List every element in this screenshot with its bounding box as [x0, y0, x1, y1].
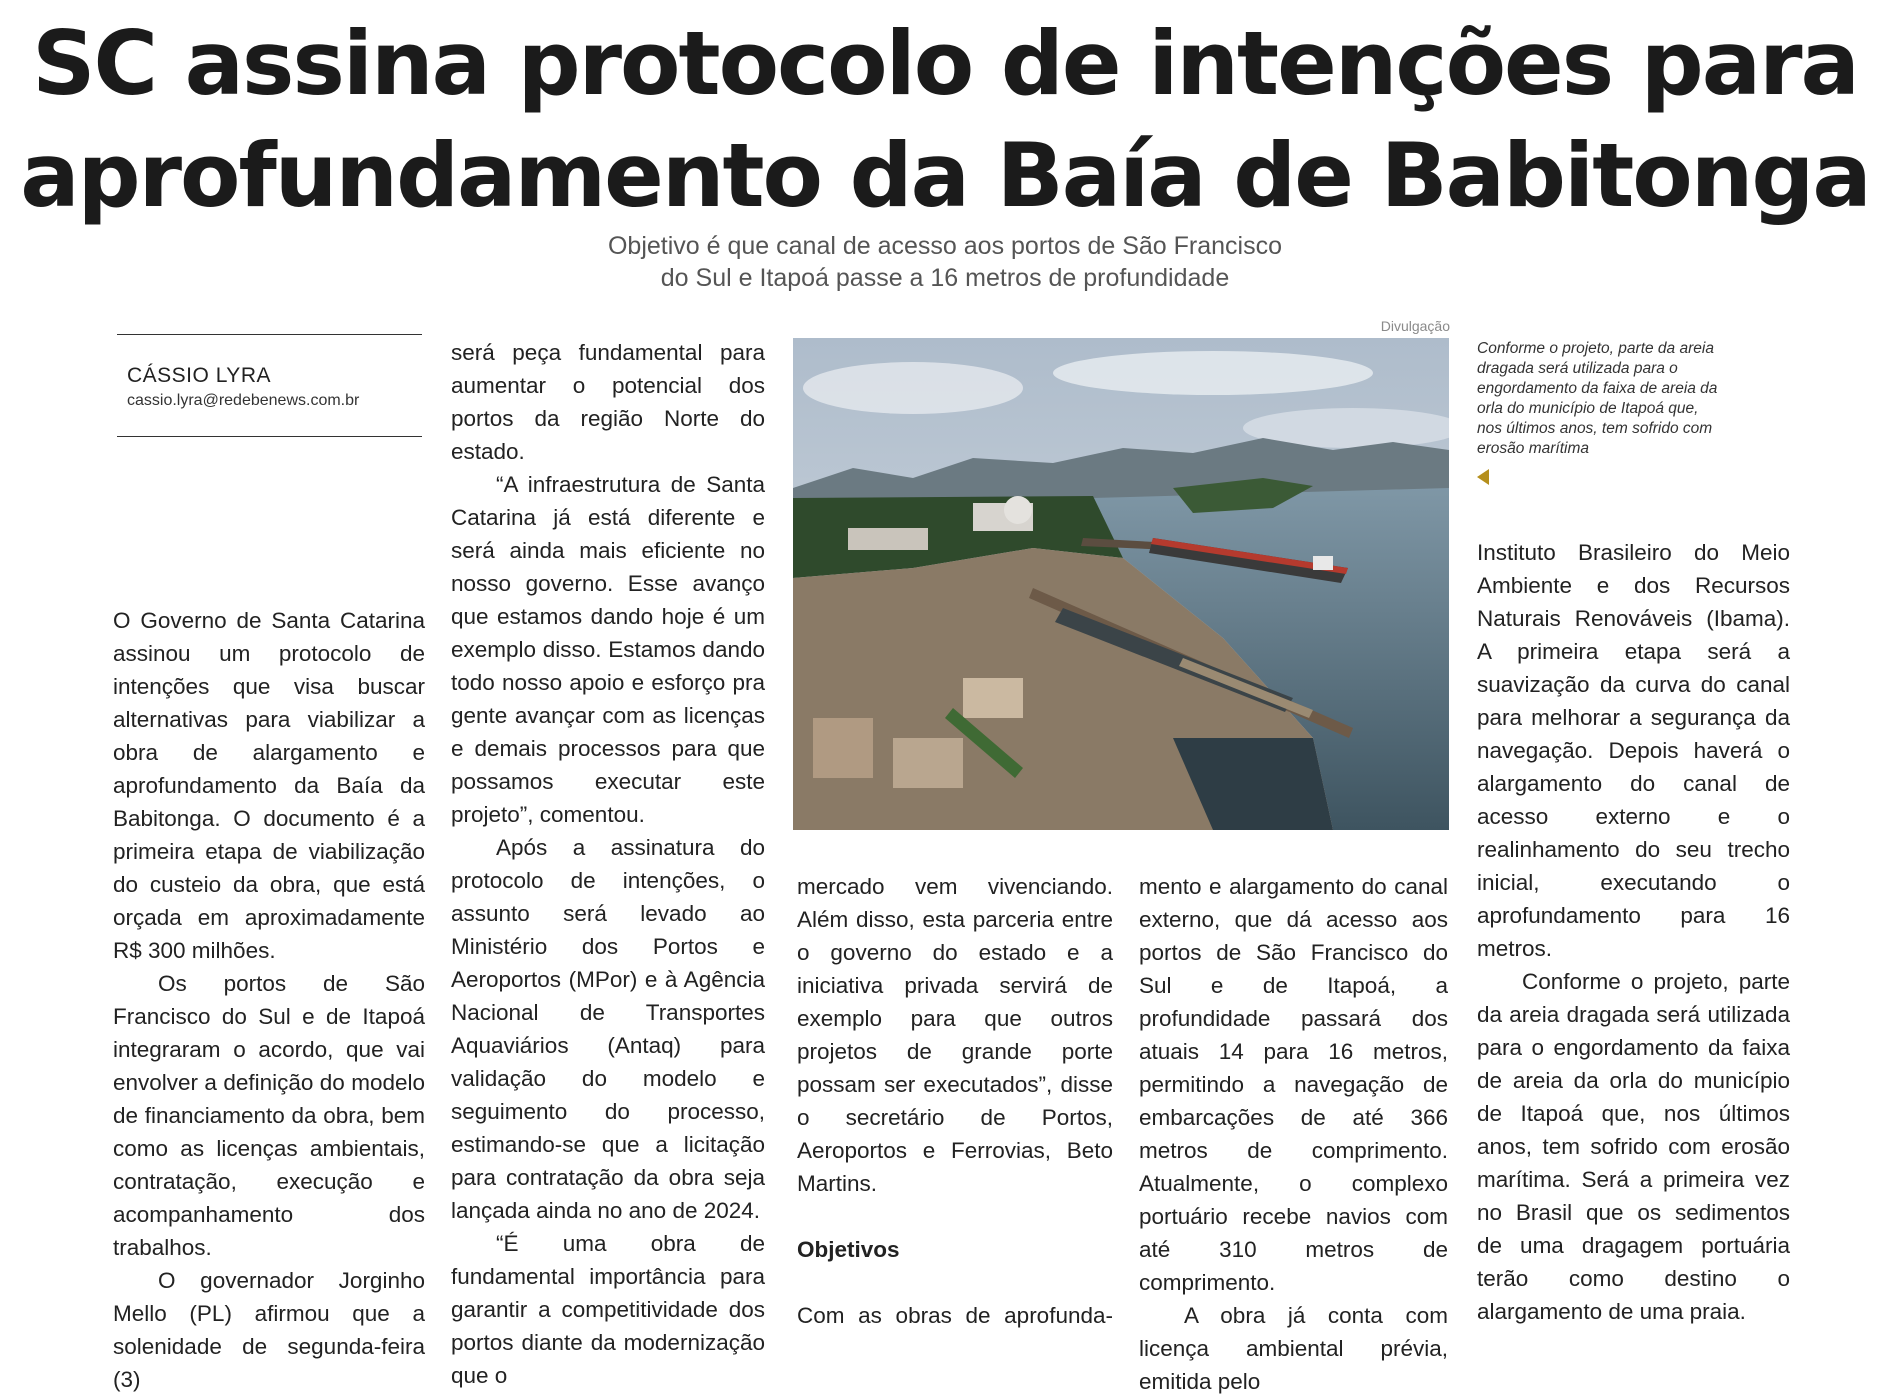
photo-caption: Conforme o projeto, parte da areia dragada será utilizada para o engordamento da faixa de areia da orla do município de Itapoá que, nos últimos anos, tem sofrido com erosão marítima — [1477, 340, 1718, 457]
author-top-rule — [117, 334, 422, 335]
paragraph: Conforme o projeto, parte da areia dragada será utilizada para o engordamento da faixa de areia da orla do município de Itapoá que, nos últimos anos, tem sofrido com erosão marítima. Será a primeira vez no Brasil que os sedimentos de uma dragagem portuária terão como destino o alargamento de uma praia. — [1477, 969, 1790, 1324]
author-bottom-rule — [117, 436, 422, 437]
paragraph: A obra já conta com licença ambiental prévia, emitida pelo — [1139, 1303, 1448, 1394]
paragraph: “A infraestrutura de Santa Catarina já está diferente e será ainda mais eficiente no nosso governo. Esse avanço que estamos dando hoje é um exemplo disso. Estamos dando todo nosso apoio e esforço pra gente avançar com as licenças e demais processos para que possamos executar este projeto”, comentou. — [451, 472, 765, 827]
caption-pointer-icon — [1477, 469, 1489, 485]
paragraph: “É uma obra de fundamental importância para garantir a competitividade dos portos diante da modernização que o — [451, 1231, 765, 1388]
author-email: cassio.lyra@redebenews.com.br — [127, 392, 360, 409]
column-1 — [113, 604, 425, 1396]
port-aerial-illustration — [793, 338, 1449, 830]
section-heading-objetivos: Objetivos — [797, 1237, 900, 1262]
headline — [0, 8, 1890, 232]
subtitle-line-2: do Sul e Itapoá passe a 16 metros de profundidade — [660, 264, 1230, 292]
paragraph: será peça fundamental para aumentar o potencial dos portos da região Norte do estado. — [451, 340, 765, 464]
paragraph: Com as obras de aprofunda- — [797, 1303, 1113, 1328]
column-2 — [451, 336, 765, 1392]
column-3 — [797, 870, 1113, 1332]
column-5 — [1477, 536, 1790, 1328]
paragraph: Instituto Brasileiro do Meio Ambiente e dos Recursos Naturais Renováveis (Ibama). A primeira etapa será a suavização da curva do canal para melhorar a segurança da navegação. Depois haverá o alargamento do canal de acesso externo e o realinhamento do seu trecho inicial, executando o aprofundamento para 16 metros. — [1477, 540, 1790, 961]
photo-credit: Divulgação — [1380, 318, 1450, 334]
paragraph: mento e alargamento do canal externo, que dá acesso aos portos de São Francisco do Sul e de Itapoá, a profundidade passará dos atuais 14 para 16 metros, permitindo a navegação de embarcações de até 366 metros de comprimento. Atualmente, o complexo portuário recebe navios com até 310 metros de comprimento. — [1139, 874, 1448, 1295]
headline-line-1: SC assina protocolo de intenções para — [32, 12, 1858, 115]
paragraph: O Governo de Santa Catarina assinou um protocolo de intenções que visa buscar alternativas para viabilizar a obra de alargamento e aprofundamento da Baía da Babitonga. O documento é a primeira etapa de viabilização do custeio da obra, que está orçada em aproximadamente R$ 300 milhões. — [113, 608, 425, 963]
paragraph: O governador Jorginho Mello (PL) afirmou que a solenidade de segunda-feira (3) — [113, 1268, 425, 1392]
subtitle — [400, 230, 1490, 294]
column-4 — [1139, 870, 1448, 1398]
paragraph: Os portos de São Francisco do Sul e de Itapoá integraram o acordo, que vai envolver a definição do modelo de financiamento da obra, bem como as licenças ambientais, contratação, execução e acompanhamento dos trabalhos. — [113, 971, 425, 1260]
subtitle-line-1: Objetivo é que canal de acesso aos portos de São Francisco — [607, 232, 1282, 260]
paragraph: Após a assinatura do protocolo de intenções, o assunto será levado ao Ministério dos Portos e Aeroportos (MPor) e à Agência Nacional de Transportes Aquaviários (Antaq) para validação do modelo e seguimento do processo, estimando-se que a licitação para contratação da obra seja lançada ainda no ano de 2024. — [451, 835, 765, 1223]
author-name: CÁSSIO LYRA — [127, 364, 271, 387]
headline-line-2: aprofundamento da Baía de Babitonga — [20, 124, 1870, 227]
port-aerial-photo — [793, 338, 1449, 830]
paragraph: mercado vem vivenciando. Além disso, esta parceria entre o governo do estado e a iniciativa privada servirá de exemplo para que outros projetos de grande porte possam ser executados”, disse o secretário de Portos, Aeroportos e Ferrovias, Beto Martins. — [797, 874, 1113, 1196]
